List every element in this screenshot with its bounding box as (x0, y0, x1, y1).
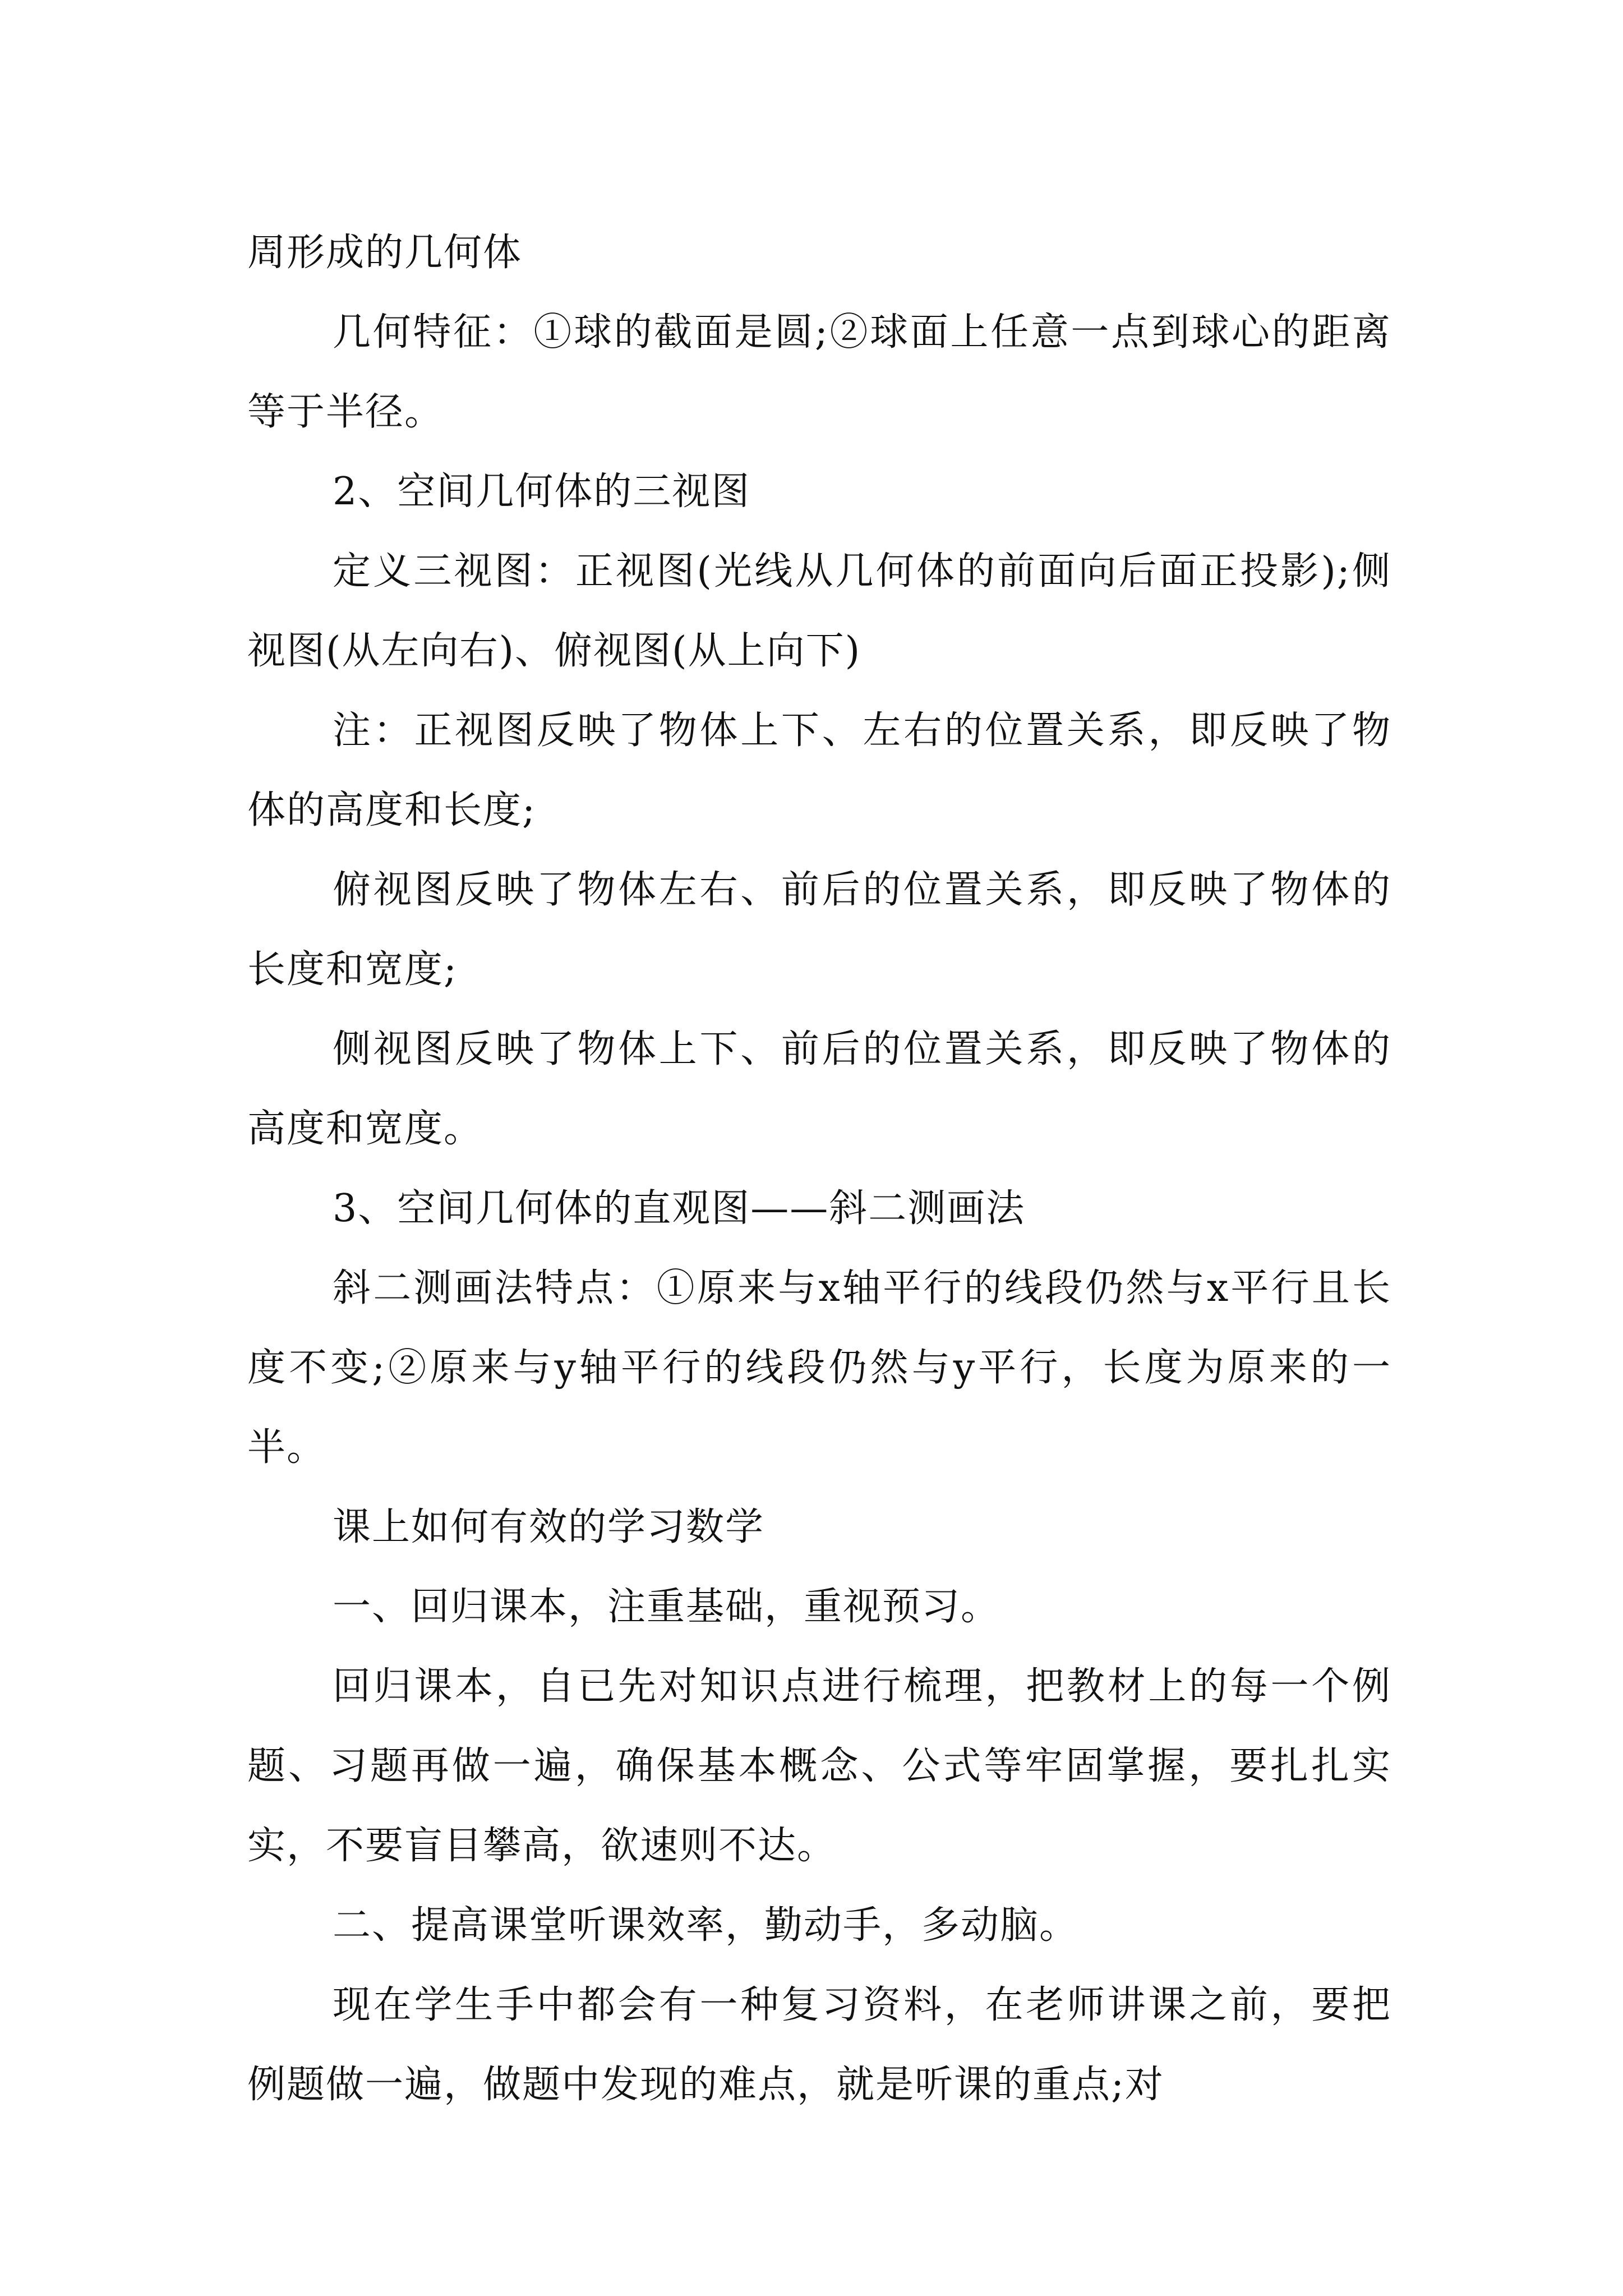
document-body (247, 213, 1391, 2125)
paragraph-side-view: 侧视图反映了物体上下、前后的位置关系，即反映了物体的高度和宽度。 (247, 1027, 1391, 1151)
paragraph-three-views-definition: 定义三视图：正视图(光线从几何体的前面向后面正投影);侧视图(从左向右)、俯视图(从上向下) (247, 549, 1391, 673)
paragraph-top-view: 俯视图反映了物体左右、前后的位置关系，即反映了物体的长度和宽度; (247, 868, 1391, 992)
heading-oblique-drawing: 3、空间几何体的直观图——斜二测画法 (333, 1186, 1026, 1231)
paragraph-continuation: 周形成的几何体 (247, 231, 523, 275)
heading-study-math: 课上如何有效的学习数学 (333, 1505, 765, 1549)
paragraph-section-two: 现在学生手中都会有一种复习资料，在老师讲课之前，要把例题做一遍，做题中发现的难点，就是听课的重点;对 (247, 1983, 1391, 2107)
paragraph-section-one: 回归课本，自已先对知识点进行梳理，把教材上的每一个例题、习题再做一遍，确保基本概念、公式等牢固掌握，要扎扎实实，不要盲目攀高，欲速则不达。 (247, 1664, 1391, 1868)
heading-section-two: 二、提高课堂听课效率，勤动手，多动脑。 (333, 1903, 1079, 1948)
heading-section-one: 一、回归课本，注重基础，重视预习。 (333, 1585, 1000, 1629)
paragraph-oblique-features: 斜二测画法特点：①原来与x轴平行的线段仍然与x平行且长度不变;②原来与y轴平行的线段仍然与y平行，长度为原来的一半。 (247, 1266, 1391, 1470)
paragraph-front-view-note: 注：正视图反映了物体上下、左右的位置关系，即反映了物体的高度和长度; (247, 708, 1391, 832)
paragraph-sphere-features: 几何特征：①球的截面是圆;②球面上任意一点到球心的距离等于半径。 (247, 310, 1391, 434)
heading-three-views: 2、空间几何体的三视图 (333, 470, 751, 514)
